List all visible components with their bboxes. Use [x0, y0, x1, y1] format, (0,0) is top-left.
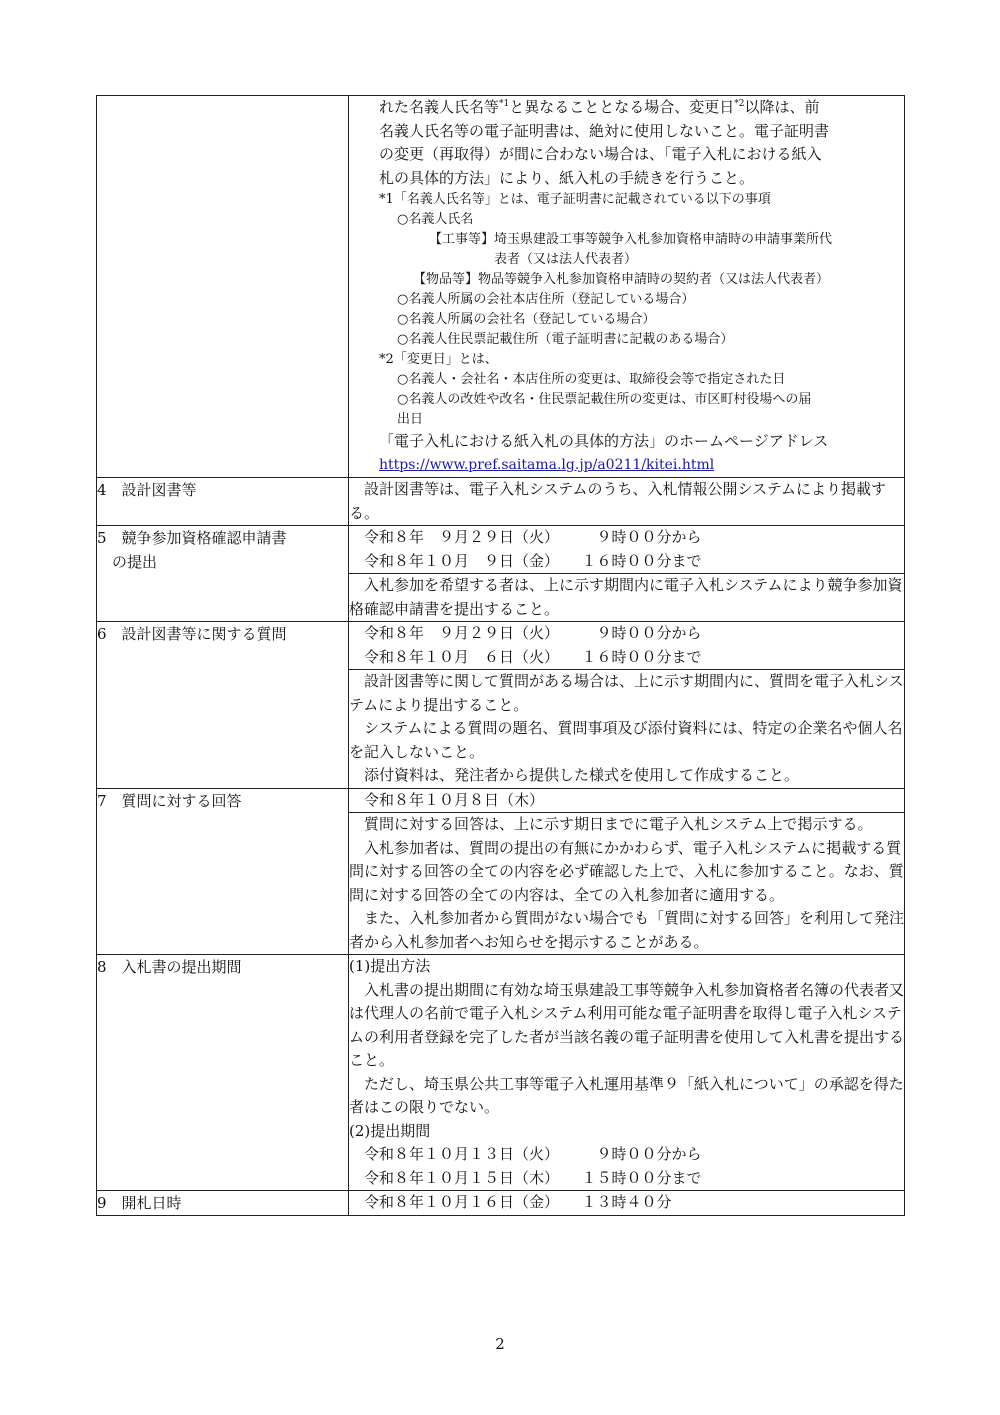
date-cell: 令和８年１０月８日（木） [349, 788, 905, 813]
homepage-label: 「電子入札における紙入札の具体的方法」のホームページアドレス [379, 432, 829, 450]
footnote-1-title: *1「名義人氏名等」とは、電子証明書に記載されている以下の事項 [379, 192, 771, 207]
table-row [97, 526, 905, 574]
row-content: 設計図書等に関して質問がある場合は、上に示す期間内に、質問を電子入札システムにより提出すること。 システムによる質問の題名、質問事項及び添付資料には、特定の企業名や個人名を記入しないこと。 添付資料は、発注者から提供した様式を使用して作成すること。 [349, 670, 905, 789]
row-label-empty [97, 96, 349, 478]
subheading: (1)提出方法 [349, 957, 431, 975]
row-content: (1)提出方法 入札書の提出期間に有効な埼玉県建設工事等競争入札参加資格者名簿の代表者又は代理人の名前で電子入札システム利用可能な電子証明書を取得し電子入札システムの利用者登録を完了した者が当該名義の電子証明書を使用して入札書を提出すること。 ただし、埼玉県公共工事等電子入札運用基準９「紙入札について」の承認を得た者はこの限りでない。 (2)提出期間 令和８年１０月１３日（火） ９時００分から 令和８年１０月１５日（木） １５時００分まで [349, 955, 905, 1191]
continued-text: 札の具体的方法」により、紙入札の手続きを行うこと。 [379, 168, 755, 187]
footnote-item: ○名義人所属の会社名（登記している場合） [397, 312, 656, 327]
footnote-item: ○名義人所属の会社本店住所（登記している場合） [397, 292, 695, 307]
row-label: 5 競争参加資格確認申請書 の提出 [97, 526, 349, 622]
continued-text: れた名義人氏名等$^{*1}$と異なることとなる場合、変更日$^{*2}$以降は、前 [379, 98, 820, 116]
specification-table [96, 95, 905, 1216]
homepage-link[interactable]: https://www.pref.saitama.lg.jp/a0211/kitei.html [379, 456, 715, 473]
table-row [97, 1191, 905, 1216]
subheading: (2)提出期間 [349, 1121, 431, 1140]
page-number: 2 [495, 1335, 505, 1353]
continued-text: 名義人氏名等の電子証明書は、絶対に使用しないこと。電子証明書 [379, 121, 830, 140]
table-row [97, 622, 905, 670]
continuation-cell [349, 96, 905, 478]
footnote-item: ○名義人住民票記載住所（電子証明書に記載のある場合） [397, 332, 734, 347]
row-content: 設計図書等は、電子入札システムのうち、入札情報公開システムにより掲載する。 [349, 478, 905, 526]
row-label: 8 入札書の提出期間 [97, 955, 349, 1191]
table-row [97, 478, 905, 526]
footnote-item: 【物品等】物品等競争入札参加資格申請時の契約者（又は法人代表者） [413, 272, 830, 287]
continued-text: の変更（再取得）が間に合わない場合は、「電子入札における紙入 [379, 145, 822, 163]
row-label: 9 開札日時 [97, 1191, 349, 1216]
footnote-item: ○名義人の改姓や改名・住民票記載住所の変更は、市区町村役場への届 [397, 392, 812, 407]
footnotes [349, 190, 904, 430]
date-cell: 令和８年１０月１６日（金） １３時４０分 [349, 1191, 905, 1216]
row-content: 入札参加を希望する者は、上に示す期間内に電子入札システムにより競争参加資格確認申請書を提出すること。 [349, 574, 905, 622]
table-row [97, 788, 905, 813]
date-cell: 令和８年 ９月２９日（火） ９時００分から 令和８年１０月 ９日（金） １６時００分まで [349, 526, 905, 574]
footnote-item: ○名義人・会社名・本店住所の変更は、取締役会等で指定された日 [397, 372, 786, 387]
date-cell: 令和８年 ９月２９日（火） ９時００分から 令和８年１０月 ６日（火） １６時００分まで [349, 622, 905, 670]
footnote-item: 出日 [397, 412, 424, 427]
table-row [97, 96, 905, 478]
table-row [97, 955, 905, 1191]
footnote-item: 表者（又は法人代表者） [494, 252, 638, 267]
footnote-2-title: *2「変更日」とは、 [379, 352, 498, 367]
row-label: 7 質問に対する回答 [97, 788, 349, 955]
row-content: 質問に対する回答は、上に示す期日までに電子入札システム上で掲示する。 入札参加者は、質問の提出の有無にかかわらず、電子入札システムに掲載する質問に対する回答の全ての内容を必ず確認した上で、入札に参加すること。なお、質問に対する回答の全ての内容は、全ての入札参加者に適用する。 また、入札参加者から質問がない場合でも「質問に対する回答」を利用して発注者から入札参加者へお知らせを掲示することがある。 [349, 813, 905, 955]
footnote-item: 【工事等】埼玉県建設工事等競争入札参加資格申請時の申請事業所代 [429, 232, 833, 247]
row-label: 4 設計図書等 [97, 478, 349, 526]
row-label: 6 設計図書等に関する質問 [97, 622, 349, 789]
footnote-item: ○名義人氏名 [397, 212, 474, 227]
